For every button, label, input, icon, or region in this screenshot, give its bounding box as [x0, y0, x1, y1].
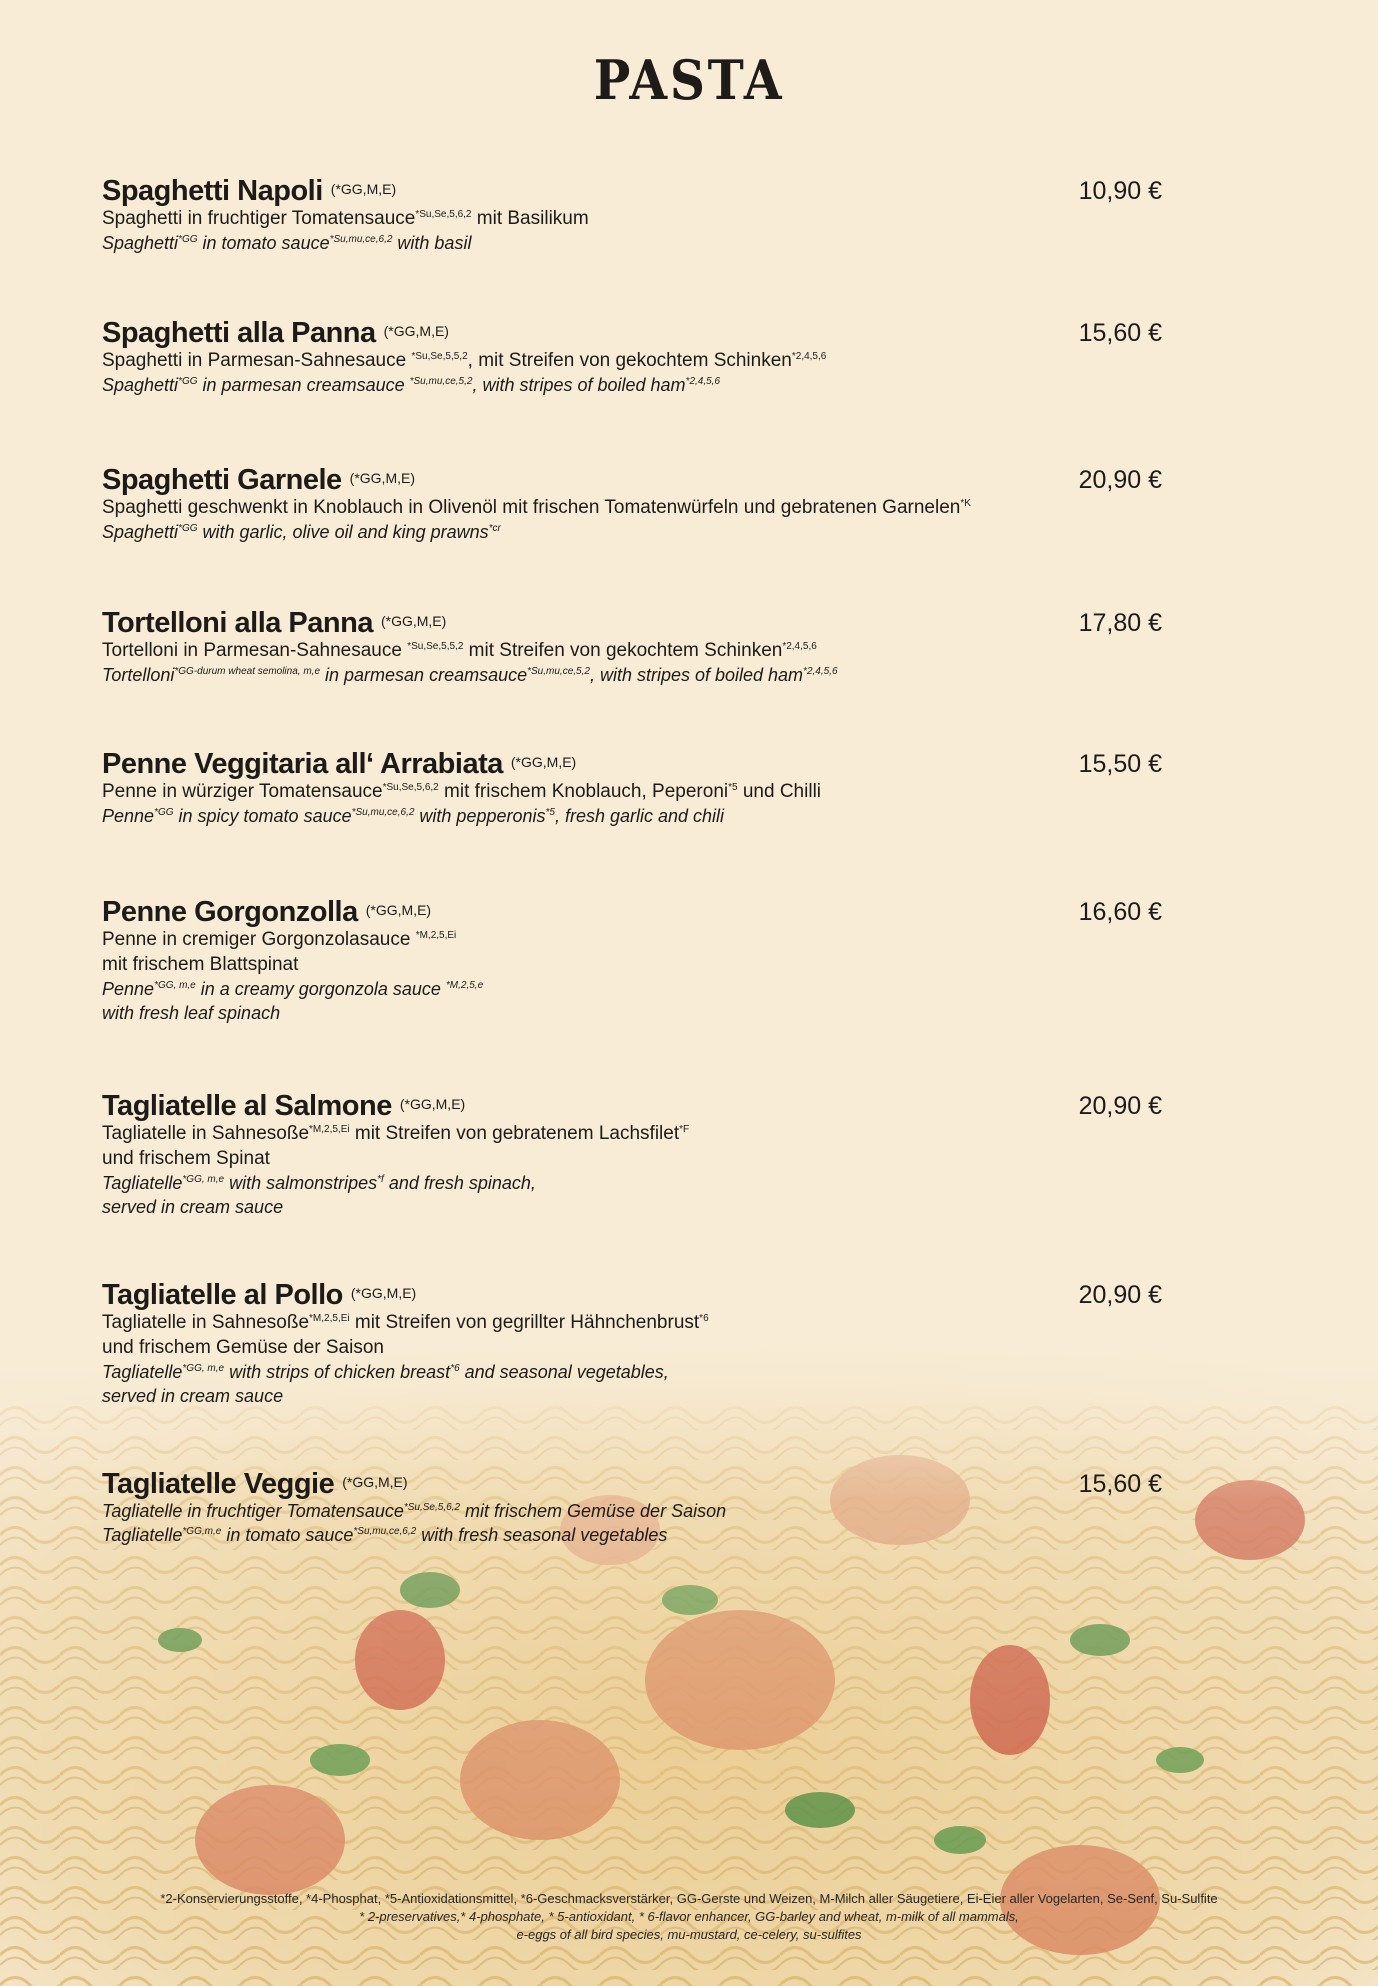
menu-item: [102, 745, 1162, 828]
additive-codes: *2,4,5,6: [803, 666, 838, 677]
dish-name: Spaghetti alla Panna: [102, 317, 376, 349]
dish-header: [102, 1276, 1162, 1310]
description-en: [102, 1384, 1162, 1408]
additive-codes: *2,4,5,6: [685, 376, 721, 387]
footnote-de: *2-Konservierungsstoffe, *4-Phosphat, *5-Antioxidationsmittel, *6-Geschmacksverstärker, GG-Gerste und Weizen, M-Milch aller Säugetiere, Ei-Eier aller Vogelarten, Se-Senf, Su-Sulfite: [160, 1891, 1218, 1906]
additive-codes: *6: [450, 1363, 460, 1374]
dish-name: Penne Gorgonzolla: [102, 896, 358, 928]
menu-item: [102, 314, 1162, 397]
dish-allergens: (*GG,M,E): [330, 181, 397, 197]
description-text: Tagliatelle: [102, 1173, 183, 1193]
dish-header: [102, 172, 1162, 206]
dish-name: Tortelloni alla Panna: [102, 607, 373, 639]
description-text: mit Basilikum: [471, 208, 589, 229]
description-en: [102, 977, 1162, 1001]
additive-codes: *Su,mu,ce,6,2: [353, 1526, 417, 1537]
description-text: mit Streifen von gebratenem Lachsfilet: [349, 1123, 680, 1144]
description-text: und frischem Spinat: [102, 1148, 270, 1169]
additive-codes: *2,4,5,6: [782, 641, 817, 652]
description-text: Spaghetti in fruchtiger Tomatensauce: [102, 208, 416, 229]
dish-header: [102, 604, 1162, 638]
description-text: Tagliatelle in fruchtiger Tomatensauce: [102, 1501, 404, 1521]
menu-item: [102, 893, 1162, 1025]
additive-codes: *M,2,5,Ei: [309, 1124, 350, 1135]
additive-codes: *Su,Se,5,6,2: [403, 1502, 461, 1513]
description-en: [102, 1171, 1162, 1195]
dish-allergens: (*GG,M,E): [365, 902, 432, 918]
description-text: with strips of chicken breast: [224, 1362, 451, 1382]
description-text: served in cream sauce: [102, 1197, 284, 1217]
description-de: [102, 1311, 1162, 1335]
description-text: Tortelloni in Parmesan-Sahnesauce: [102, 640, 408, 661]
dish-name: Penne Veggitaria all‘ Arrabiata: [102, 748, 503, 780]
dish-allergens: (*GG,M,E): [342, 1474, 408, 1490]
description-text: with fresh leaf spinach: [102, 1003, 281, 1023]
description-text: Spaghetti: [102, 233, 179, 253]
page-title: PASTA: [593, 48, 785, 112]
menu-item: [102, 1276, 1162, 1408]
description-de: [102, 1122, 1162, 1146]
description-text: Spaghetti in Parmesan-Sahnesauce: [102, 350, 412, 371]
dish-price: 20,90 €: [1078, 1092, 1162, 1120]
description-text: Penne in würziger Tomatensauce: [102, 781, 383, 802]
additive-codes: *K: [960, 498, 971, 509]
description-text: served in cream sauce: [102, 1386, 284, 1406]
dish-price: 15,50 €: [1078, 750, 1162, 778]
additive-codes: *Su,Se,5,5,2: [407, 641, 464, 652]
additive-codes: *cr: [488, 523, 501, 534]
additive-codes: *Su,mu,ce,5,2: [409, 376, 473, 387]
description-text: Penne: [102, 979, 155, 999]
description-de: [102, 639, 1162, 663]
additive-codes: *GG: [154, 807, 174, 818]
dish-price: 17,80 €: [1078, 609, 1162, 637]
description-text: Spaghetti: [102, 375, 179, 395]
description-text: Tortelloni: [102, 665, 175, 685]
dish-header: [102, 1087, 1162, 1121]
dish-price: 20,90 €: [1078, 466, 1162, 494]
description-de: [102, 207, 1162, 231]
description-text: with garlic, olive oil and king prawns: [197, 522, 489, 542]
description-text: in spicy tomato sauce: [173, 806, 352, 826]
dish-price: 15,60 €: [1078, 319, 1162, 347]
dish-name: Spaghetti Garnele: [102, 464, 342, 496]
additive-codes: *f: [377, 1174, 384, 1185]
additive-codes: *Su,mu,ce,5,2: [527, 666, 590, 677]
description-text: with basil: [392, 233, 472, 253]
description-text: in parmesan creamsauce: [320, 665, 528, 685]
additive-codes: *Su,mu,ce,6,2: [329, 234, 393, 245]
additive-codes: *5: [728, 782, 738, 793]
description-text: in parmesan creamsauce: [197, 375, 410, 395]
additive-codes: *GG, m,e: [154, 980, 196, 991]
dish-name: Tagliatelle al Salmone: [102, 1090, 392, 1122]
dish-header: [102, 1465, 1162, 1499]
additive-codes: *M,2,5,e: [445, 980, 484, 991]
description-text: , with stripes of boiled ham: [472, 375, 686, 395]
description-text: , fresh garlic and chili: [554, 806, 725, 826]
dish-name: Tagliatelle al Pollo: [102, 1279, 343, 1311]
description-en: [102, 1360, 1162, 1384]
dish-allergens: (*GG,M,E): [399, 1096, 466, 1112]
description-text: and seasonal vegetables,: [459, 1362, 669, 1382]
description-en: [102, 1499, 1162, 1523]
additive-codes: *GG: [178, 376, 198, 387]
description-text: mit Streifen von gegrillter Hähnchenbrust: [349, 1312, 700, 1333]
dish-price: 20,90 €: [1078, 1281, 1162, 1309]
footnote-en-2: e-eggs of all bird species, mu-mustard, ce-celery, su-sulfites: [516, 1927, 862, 1942]
additive-codes: *GG: [178, 234, 198, 245]
additive-codes: *M,2,5,Ei: [309, 1313, 350, 1324]
description-en: [102, 804, 1162, 828]
description-text: mit frischem Blattspinat: [102, 954, 299, 975]
description-text: Tagliatelle in Sahnesoße: [102, 1312, 310, 1333]
description-de: [102, 780, 1162, 804]
description-de: [102, 928, 1162, 952]
description-text: and fresh spinach,: [383, 1173, 536, 1193]
additive-codes: *5: [545, 807, 555, 818]
description-de: [102, 1336, 1162, 1360]
additive-codes: *2,4,5,6: [791, 351, 827, 362]
description-text: in tomato sauce: [197, 233, 330, 253]
dish-header: [102, 745, 1162, 779]
description-de: [102, 953, 1162, 977]
description-de: [102, 349, 1162, 373]
dish-allergens: (*GG,M,E): [350, 1285, 417, 1301]
additive-codes: *Su,Se,5,6,2: [415, 209, 472, 220]
additive-codes: *Su,Se,5,6,2: [382, 782, 439, 793]
description-text: Tagliatelle: [102, 1362, 183, 1382]
additive-codes: *Su,Se,5,5,2: [411, 351, 468, 362]
description-en: [102, 1523, 1162, 1547]
additive-codes: *6: [699, 1313, 709, 1324]
description-text: with salmonstripes: [224, 1173, 378, 1193]
description-text: mit frischem Knoblauch, Peperoni: [438, 781, 729, 802]
footnote-en-1: * 2-preservatives,* 4-phosphate, * 5-antioxidant, * 6-flavor enhancer, GG-barley and wheat, m-milk of all mammals,: [359, 1909, 1019, 1924]
description-en: [102, 520, 1162, 544]
description-en: [102, 373, 1162, 397]
additive-codes: *GG, m,e: [182, 1363, 225, 1374]
description-text: in tomato sauce: [221, 1525, 354, 1545]
additive-codes: *GG,m,e: [182, 1526, 222, 1537]
additive-codes: *GG-durum wheat semolina, m,e: [174, 666, 321, 677]
description-text: Spaghetti geschwenkt in Knoblauch in Olivenöl mit frischen Tomatenwürfeln und gebratenen Garnelen: [102, 497, 961, 518]
dish-header: [102, 893, 1162, 927]
description-text: Penne in cremiger Gorgonzolasauce: [102, 929, 416, 950]
additive-codes: *GG, m,e: [182, 1174, 225, 1185]
description-text: Tagliatelle: [102, 1525, 183, 1545]
additive-codes: *F: [679, 1124, 690, 1135]
description-text: in a creamy gorgonzola sauce: [195, 979, 446, 999]
description-en: [102, 1195, 1162, 1219]
description-en: [102, 1001, 1162, 1025]
dish-price: 15,60 €: [1078, 1470, 1162, 1498]
description-text: , mit Streifen von gekochtem Schinken: [467, 350, 792, 371]
description-text: und Chilli: [737, 781, 822, 802]
additive-codes: *M,2,5,Ei: [415, 930, 457, 941]
dish-price: 10,90 €: [1078, 177, 1162, 205]
additive-codes: *GG: [178, 523, 198, 534]
menu-item: [102, 1087, 1162, 1219]
menu-item: [102, 172, 1162, 255]
dish-name: Tagliatelle Veggie: [102, 1468, 335, 1500]
description-text: Spaghetti: [102, 522, 179, 542]
description-de: [102, 496, 1162, 520]
dish-price: 16,60 €: [1078, 898, 1162, 926]
description-text: mit Streifen von gekochtem Schinken: [463, 640, 783, 661]
dish-header: [102, 461, 1162, 495]
description-text: with fresh seasonal vegetables: [416, 1525, 668, 1545]
allergen-footnote: [0, 1890, 1378, 1944]
dish-name: Spaghetti Napoli: [102, 175, 323, 207]
menu-item: [102, 461, 1162, 544]
description-text: Tagliatelle in Sahnesoße: [102, 1123, 310, 1144]
dish-allergens: (*GG,M,E): [349, 470, 416, 486]
dish-allergens: (*GG,M,E): [380, 613, 447, 629]
description-text: Penne: [102, 806, 155, 826]
menu-item: [102, 1465, 1162, 1547]
menu-item: [102, 604, 1162, 687]
description-text: mit frischem Gemüse der Saison: [460, 1501, 727, 1521]
description-en: [102, 663, 1162, 687]
description-text: with pepperonis: [414, 806, 546, 826]
description-de: [102, 1147, 1162, 1171]
description-text: und frischem Gemüse der Saison: [102, 1337, 384, 1358]
description-en: [102, 231, 1162, 255]
dish-allergens: (*GG,M,E): [510, 754, 577, 770]
description-text: , with stripes of boiled ham: [589, 665, 804, 685]
dish-header: [102, 314, 1162, 348]
dish-allergens: (*GG,M,E): [383, 323, 449, 339]
additive-codes: *Su,mu,ce,6,2: [351, 807, 415, 818]
